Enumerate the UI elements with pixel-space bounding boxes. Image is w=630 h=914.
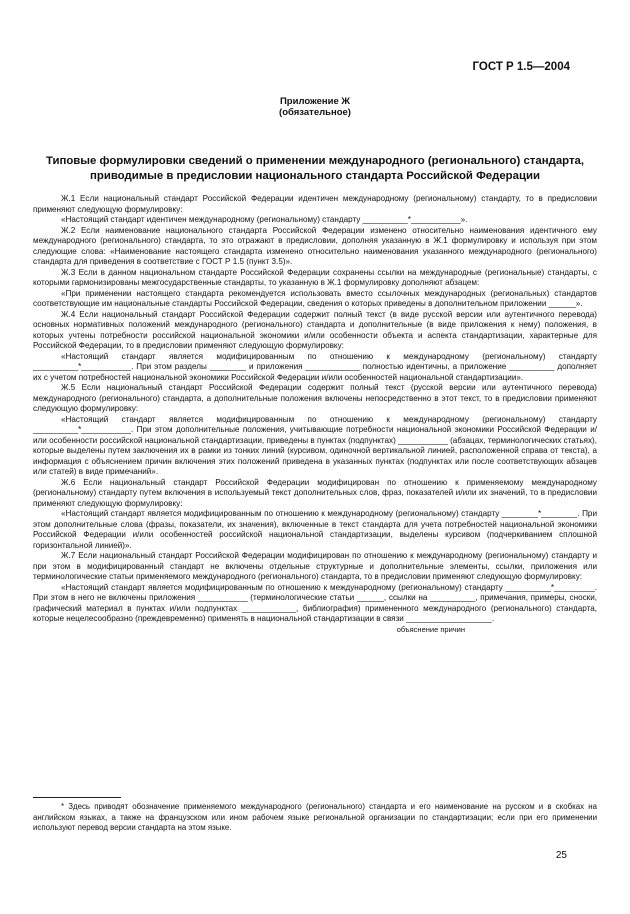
blank-caption: объяснение причин [396, 624, 465, 634]
paragraph: Ж.2 Если наименование национального стандарта Российской Федерации изменено относительно наименования идентичного ему международного (регионального) стандарта, то это отражают в предисловии, дополняя указанную в Ж.1 формулировку и используя при этом следующие слова: «Наименование настоящего стандарта изменено относительно наименования указанного международного (регионального) стандарта для приведения в соответствие с ГОСТ Р 1.5 (пункт 3.5)». [33, 225, 597, 266]
body-text [33, 194, 597, 635]
footnote: * Здесь приводят обозначение применяемого международного (регионального) стандарта и его наименование на русском и в скобках на английском языках, а также на французском или ином рабочем языке региональной организации по стандартизации; если при его применении используют перевод версии стандарта на этом языке. [33, 802, 597, 833]
paragraph: Ж.4 Если национальный стандарт Российской Федерации содержит полный текст (в виде русской версии или аутентичного перевода) основных нормативных положений международного (регионального) стандарта и дополнительные (в виде приложения к нему) положения, в которых учтены потребности российской национальной экономики и/или особенности объекта и аспекта стандартизации, характерные для Российской Федерации, то в предисловии применяют следующую формулировку: [33, 309, 597, 350]
paragraph: «При применении настоящего стандарта рекомендуется использовать вместо ссылочных международных (региональных) стандартов соответствующие им национальные стандарты Российской Федерации, сведения о которых приведены в дополнительном приложении ______». [33, 288, 597, 308]
footnote-divider [33, 797, 121, 798]
paragraph: Ж.6 Если национальный стандарт Российской Федерации модифицирован по отношению к применяемому международному (региональному) стандарту путем включения в используемый текст дополнительных слов, фраз, показателей и/или их значений, то в предисловии применяют следующую формулировку: [33, 477, 597, 508]
paragraph: «Настоящий стандарт идентичен международному (региональному) стандарту __________*___________». [61, 215, 468, 224]
paragraph: Ж.5 Если национальный стандарт Российской Федерации содержит полный текст (русской версии или аутентичного перевода) международного (регионального) стандарта, а дополнительные положения включены непосредственно в этот текст, то в предисловии применяют следующую формулировку: [33, 383, 597, 413]
paragraph: «Настоящий стандарт является модифицированным по отношению к международному (региональному) стандарту ________*________. При этом дополнительные слова (фразы, показатели, их значения), включенные в текст стандарта для учета потребностей национальной экономики Российской Федерации и/или особенностей российской национальной стандартизации, выделены курсивом (подчеркиванием сплошной горизонтальной линией)». [33, 509, 597, 550]
paragraph: «Настоящий стандарт является модифицированным по отношению к международному (региональному) стандарту __________*___________. При этом дополнительные положения, учитывающие потребности национальной экономики Российской Федерации и/или особенности российской национальной стандартизации, приведены в пунктах (подпунктах) ___________ (абзацах, терминологических статьях), которые выделены путем заключения их в рамки из тонких линий (курсивом, одиночной вертикальной линией, расположенной справа от текста), а информация с объяснением причин включения этих положений приведена в указанных пунктах (подпунктах или после соответствующих абзацев или статей) в виде примечаний». [33, 414, 597, 476]
appendix-heading [0, 96, 630, 118]
paragraph: Ж.3 Если в данном национальном стандарте Российской Федерации сохранены ссылки на международные (региональные) стандарты, с которыми гармонизированы межгосударственные стандарты, то указанную в Ж.1 формулировку дополняют абзацем: [33, 267, 597, 287]
paragraph: Ж.1 Если национальный стандарт Российской Федерации идентичен международному (региональному) стандарту, то в предисловии применяют следующую формулировку: [33, 194, 597, 214]
paragraph: Ж.7 Если национальный стандарт Российской Федерации модифицирован по отношению к международному (региональному) стандарту и при этом в модифицированный стандарт не включены отдельные структурные и дополнительные элементы, ссылки, приложения или терминологические статьи применяемого международного (регионального) стандарта, то в предисловии применяют следующую формулировку: [33, 551, 597, 581]
section-title-line-1: Типовые формулировки сведений о применении международного (регионального) стандарта, [45, 155, 585, 167]
paragraph: «Настоящий стандарт является модифицированным по отношению к международному (региональному) стандарту __________*___________. При этом разделы ________ и приложения ____________ полностью идентичны, а приложение __________ дополняет их с учетом потребностей национальной экономики Российской Федерации и/или особенностей национальной стандартизации». [33, 351, 597, 382]
appendix-title: Приложение Ж [279, 96, 351, 107]
appendix-status: (обязательное) [279, 107, 351, 118]
page-number: 25 [555, 850, 567, 861]
paragraph: «Настоящий стандарт является модифицированным по отношению к международному (региональному) стандарту __________*_________. При этом в него не включены приложения ___________ (терминологические статьи ______, ссылки на __________, примечания, примеры, сноски, графический материал в пунктах и/или подпунктах ____________, библиография) примененного международного (регионального) стандарта, которые нецелесообразно (преждевременно) применять в национальной стандартизации в связи ___________________. [33, 582, 597, 623]
section-title-line-2: приводимые в предисловии национального стандарта Российской Федерации [89, 170, 540, 182]
section-title [30, 154, 600, 184]
document-code: ГОСТ Р 1.5—2004 [472, 61, 570, 73]
